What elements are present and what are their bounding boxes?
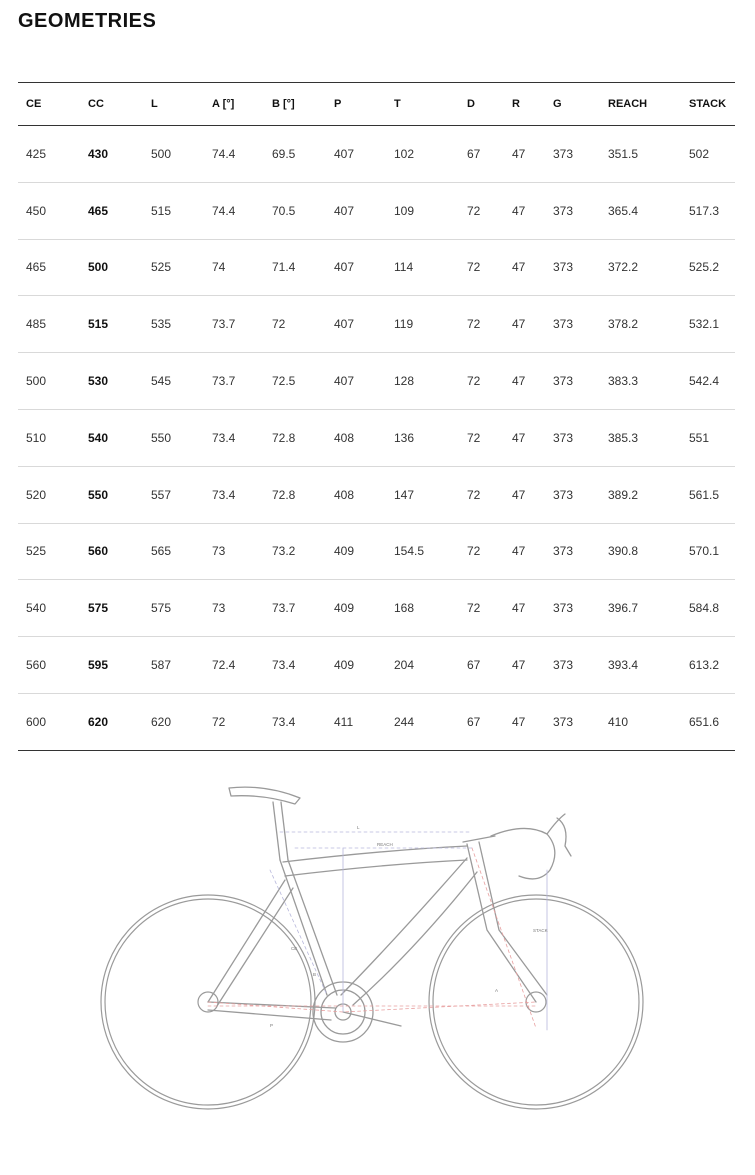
cell-r: 47 bbox=[512, 146, 526, 161]
cell-a: 74.4 bbox=[212, 146, 236, 161]
cell-a: 73 bbox=[212, 601, 226, 616]
cell-g: 373 bbox=[553, 487, 574, 502]
cell-p: 409 bbox=[334, 658, 355, 673]
cell-a: 73.4 bbox=[212, 430, 236, 445]
cell-t: 136 bbox=[394, 430, 415, 445]
header-reach: REACH bbox=[608, 98, 648, 110]
cell-p: 407 bbox=[334, 146, 355, 161]
cell-d: 72 bbox=[467, 487, 481, 502]
cell-a: 73 bbox=[212, 544, 226, 559]
cell-g: 373 bbox=[553, 146, 574, 161]
cell-reach: 372.2 bbox=[608, 260, 639, 275]
cell-t: 109 bbox=[394, 203, 415, 218]
cell-reach: 351.5 bbox=[608, 146, 639, 161]
cell-ce: 525 bbox=[26, 544, 47, 559]
header-g: G bbox=[553, 98, 562, 110]
table-row bbox=[18, 126, 735, 183]
cell-p: 407 bbox=[334, 374, 355, 389]
cell-b: 72.8 bbox=[272, 487, 296, 502]
cell-stack: 517.3 bbox=[689, 203, 720, 218]
cell-g: 373 bbox=[553, 203, 574, 218]
header-l: L bbox=[151, 98, 158, 110]
cell-g: 373 bbox=[553, 601, 574, 616]
table-row bbox=[18, 409, 735, 466]
cell-d: 72 bbox=[467, 601, 481, 616]
cell-g: 373 bbox=[553, 714, 574, 729]
cell-l: 587 bbox=[151, 658, 172, 673]
page-title: GEOMETRIES bbox=[18, 10, 157, 32]
cell-ce: 450 bbox=[26, 203, 47, 218]
cell-p: 407 bbox=[334, 317, 355, 332]
cell-stack: 584.8 bbox=[689, 601, 720, 616]
cell-b: 73.4 bbox=[272, 658, 296, 673]
cell-cc: 560 bbox=[88, 544, 109, 559]
header-ce: CE bbox=[26, 98, 42, 110]
cell-t: 168 bbox=[394, 601, 415, 616]
cell-a: 74.4 bbox=[212, 203, 236, 218]
cell-p: 408 bbox=[334, 487, 355, 502]
cell-b: 73.7 bbox=[272, 601, 296, 616]
cell-ce: 520 bbox=[26, 487, 47, 502]
cell-r: 47 bbox=[512, 317, 526, 332]
cell-r: 47 bbox=[512, 430, 526, 445]
cell-r: 47 bbox=[512, 714, 526, 729]
cell-g: 373 bbox=[553, 260, 574, 275]
label-reach: REACH bbox=[377, 842, 393, 847]
table-row bbox=[18, 693, 735, 750]
cell-t: 114 bbox=[394, 260, 414, 275]
cell-t: 128 bbox=[394, 374, 415, 389]
cell-d: 72 bbox=[467, 544, 481, 559]
label-l: L bbox=[357, 825, 360, 830]
cell-cc: 575 bbox=[88, 601, 109, 616]
cell-cc: 465 bbox=[88, 203, 109, 218]
cell-reach: 378.2 bbox=[608, 317, 639, 332]
cell-l: 557 bbox=[151, 487, 172, 502]
cell-a: 74 bbox=[212, 260, 226, 275]
header-b: B [°] bbox=[272, 98, 295, 110]
cell-d: 72 bbox=[467, 203, 481, 218]
table-body bbox=[18, 126, 735, 751]
cell-d: 67 bbox=[467, 658, 481, 673]
cell-b: 71.4 bbox=[272, 260, 296, 275]
cell-l: 575 bbox=[151, 601, 172, 616]
cell-ce: 485 bbox=[26, 317, 47, 332]
cell-r: 47 bbox=[512, 203, 526, 218]
cell-ce: 465 bbox=[26, 260, 47, 275]
cell-ce: 560 bbox=[26, 658, 47, 673]
geometry-guide-lines bbox=[208, 832, 547, 1030]
cell-d: 72 bbox=[467, 260, 481, 275]
header-t: T bbox=[394, 98, 401, 110]
cell-g: 373 bbox=[553, 374, 574, 389]
table-row bbox=[18, 182, 735, 239]
label-p: P bbox=[270, 1023, 274, 1028]
cell-p: 407 bbox=[334, 203, 355, 218]
cell-a: 72.4 bbox=[212, 658, 236, 673]
cell-cc: 620 bbox=[88, 714, 109, 729]
cell-p: 411 bbox=[334, 714, 354, 729]
cell-stack: 542.4 bbox=[689, 374, 720, 389]
cell-stack: 525.2 bbox=[689, 260, 720, 275]
header-p: P bbox=[334, 98, 342, 110]
cell-reach: 393.4 bbox=[608, 658, 639, 673]
cell-r: 47 bbox=[512, 544, 526, 559]
cell-stack: 551 bbox=[689, 430, 710, 445]
cell-l: 535 bbox=[151, 317, 172, 332]
cell-stack: 532.1 bbox=[689, 317, 720, 332]
cell-cc: 540 bbox=[88, 430, 109, 445]
cell-t: 119 bbox=[394, 317, 414, 332]
cell-d: 67 bbox=[467, 146, 481, 161]
geometry-table bbox=[18, 82, 735, 751]
cell-reach: 389.2 bbox=[608, 487, 639, 502]
cell-reach: 390.8 bbox=[608, 544, 639, 559]
cell-cc: 530 bbox=[88, 374, 109, 389]
cell-reach: 365.4 bbox=[608, 203, 639, 218]
cell-l: 550 bbox=[151, 430, 172, 445]
cell-r: 47 bbox=[512, 374, 526, 389]
cell-ce: 540 bbox=[26, 601, 47, 616]
cell-g: 373 bbox=[553, 658, 574, 673]
cell-t: 102 bbox=[394, 146, 415, 161]
cell-ce: 510 bbox=[26, 430, 47, 445]
cell-a: 73.4 bbox=[212, 487, 236, 502]
cell-p: 408 bbox=[334, 430, 355, 445]
label-stack: STACK bbox=[533, 928, 548, 933]
cell-a: 73.7 bbox=[212, 374, 236, 389]
label-a: A bbox=[495, 988, 499, 993]
cell-stack: 651.6 bbox=[689, 714, 720, 729]
label-ce: CE bbox=[291, 946, 298, 951]
cell-l: 565 bbox=[151, 544, 172, 559]
cell-t: 154.5 bbox=[394, 544, 425, 559]
cell-l: 515 bbox=[151, 203, 172, 218]
table-row bbox=[18, 353, 735, 410]
cell-cc: 515 bbox=[88, 317, 109, 332]
cell-g: 373 bbox=[553, 430, 574, 445]
table-row bbox=[18, 637, 735, 694]
cell-stack: 502 bbox=[689, 146, 710, 161]
cell-t: 147 bbox=[394, 487, 415, 502]
cell-b: 73.2 bbox=[272, 544, 296, 559]
cell-l: 620 bbox=[151, 714, 172, 729]
bike-geometry-diagram bbox=[95, 780, 655, 1125]
table-row bbox=[18, 239, 735, 296]
cell-ce: 500 bbox=[26, 374, 47, 389]
cell-a: 72 bbox=[212, 714, 226, 729]
cell-cc: 595 bbox=[88, 658, 109, 673]
header-r: R bbox=[512, 98, 520, 110]
cell-b: 72 bbox=[272, 317, 286, 332]
cell-b: 72.5 bbox=[272, 374, 296, 389]
cell-g: 373 bbox=[553, 544, 574, 559]
cell-t: 204 bbox=[394, 658, 415, 673]
cell-l: 525 bbox=[151, 260, 172, 275]
table-row bbox=[18, 523, 735, 580]
cell-ce: 425 bbox=[26, 146, 47, 161]
cell-r: 47 bbox=[512, 601, 526, 616]
cell-cc: 550 bbox=[88, 487, 109, 502]
cell-reach: 385.3 bbox=[608, 430, 639, 445]
cell-reach: 410 bbox=[608, 714, 629, 729]
cell-stack: 613.2 bbox=[689, 658, 720, 673]
cell-cc: 500 bbox=[88, 260, 109, 275]
table-row bbox=[18, 580, 735, 637]
header-d: D bbox=[467, 98, 475, 110]
cell-a: 73.7 bbox=[212, 317, 236, 332]
cell-p: 409 bbox=[334, 544, 355, 559]
cell-r: 47 bbox=[512, 658, 526, 673]
cell-d: 72 bbox=[467, 430, 481, 445]
cell-l: 500 bbox=[151, 146, 172, 161]
cell-reach: 383.3 bbox=[608, 374, 639, 389]
cell-ce: 600 bbox=[26, 714, 47, 729]
table-row bbox=[18, 466, 735, 523]
cell-reach: 396.7 bbox=[608, 601, 639, 616]
cell-l: 545 bbox=[151, 374, 172, 389]
header-stack: STACK bbox=[689, 98, 727, 110]
table-row bbox=[18, 296, 735, 353]
table-header-row bbox=[18, 83, 735, 126]
cell-cc: 430 bbox=[88, 146, 109, 161]
cell-b: 69.5 bbox=[272, 146, 296, 161]
cell-b: 73.4 bbox=[272, 714, 296, 729]
cell-t: 244 bbox=[394, 714, 415, 729]
label-b: B bbox=[313, 972, 317, 977]
cell-b: 72.8 bbox=[272, 430, 296, 445]
cell-stack: 570.1 bbox=[689, 544, 720, 559]
cell-d: 72 bbox=[467, 317, 481, 332]
cell-p: 407 bbox=[334, 260, 355, 275]
cell-b: 70.5 bbox=[272, 203, 296, 218]
frame bbox=[208, 787, 571, 1042]
cell-p: 409 bbox=[334, 601, 355, 616]
cell-r: 47 bbox=[512, 260, 526, 275]
header-cc: CC bbox=[88, 98, 104, 110]
cell-r: 47 bbox=[512, 487, 526, 502]
header-a: A [°] bbox=[212, 98, 235, 110]
cell-stack: 561.5 bbox=[689, 487, 720, 502]
cell-d: 72 bbox=[467, 374, 481, 389]
cell-d: 67 bbox=[467, 714, 481, 729]
cell-g: 373 bbox=[553, 317, 574, 332]
